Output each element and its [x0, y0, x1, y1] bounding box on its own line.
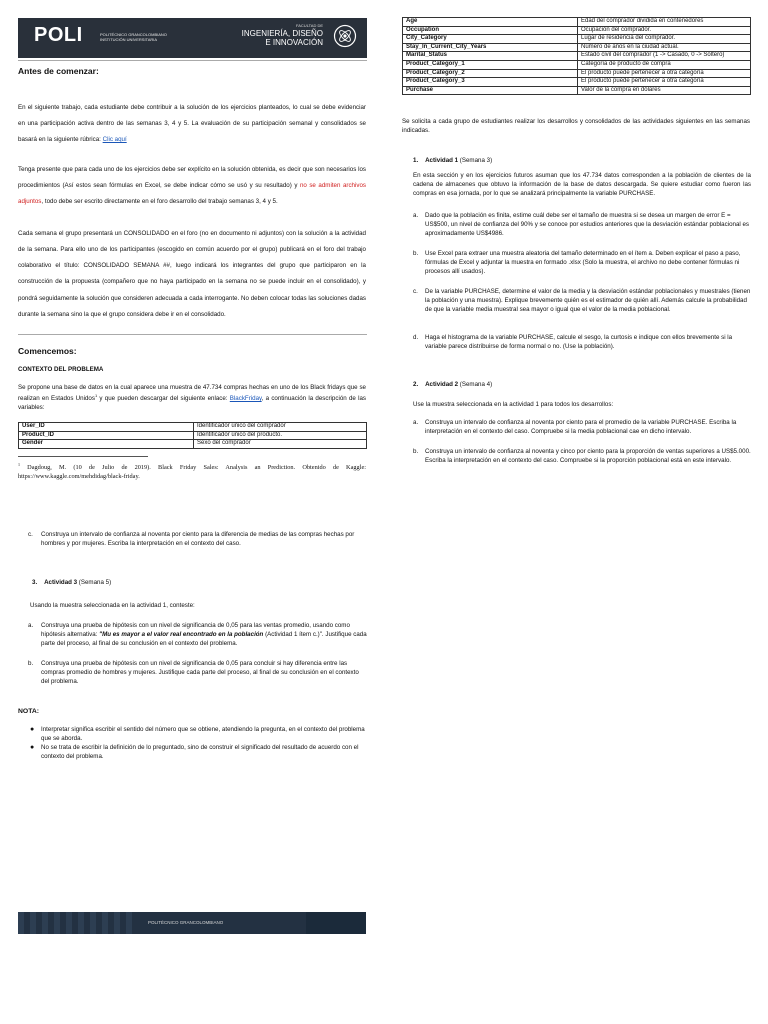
variable-description-cell: Identificador único del producto. — [194, 431, 367, 440]
item-1c — [413, 288, 751, 315]
antes-title: Antes de comenzar: — [18, 66, 99, 76]
faculty-small: FACULTAD DE — [296, 23, 323, 28]
act1-number: 1. — [413, 157, 419, 164]
item-marker: c. — [413, 288, 418, 295]
item-text: Construya un intervalo de confianza al noventa y cinco por ciento para la proporción de ventas superiores a US$5.000. Escriba la interpretación en el contexto del caso. Compruebe si la proporción poblacional está en este intervalo. — [425, 448, 751, 464]
table-row — [403, 52, 751, 61]
logo-subtitle: POLITÉCNICO GRANCOLOMBIANO INSTITUCIÓN UNIVERSITARIA — [100, 32, 167, 43]
table-row — [403, 78, 751, 87]
variable-name-cell: Product_ID — [19, 431, 194, 440]
item-marker: b. — [28, 660, 34, 667]
rubric-link[interactable]: Clic aquí — [102, 136, 127, 144]
act3-title: Actividad 3 — [44, 579, 78, 586]
table-row — [19, 431, 367, 440]
footnote-ref: 1 — [94, 392, 98, 398]
variable-description-cell: Identificador único del comprador — [194, 423, 367, 432]
a3-text: Construya una prueba de hipótesis con un nivel de significancia de 0,05 para las ventas promedio, usando como hipótesis alternativa: — [41, 622, 350, 638]
variable-description-cell: Ocupación del comprador. — [578, 26, 751, 35]
item-text — [41, 622, 368, 649]
variable-description-cell: Categoría de producto de compra — [578, 60, 751, 69]
item-text: Construya un intervalo de confianza al noventa por ciento para el promedio de la variable PURCHASE. Escriba la interpretación en el contexto del caso. Compruebe si la media poblacional cae en dicho intervalo. — [425, 419, 737, 435]
paragraph-consolidado: Cada semana el grupo presentará un CONSOLIDADO en el foro (no en documento ni adjuntos) con la solución a la actividad de la semana. Para ello uno de los participantes (escogido en común acuerdo por el grupo) publicará en el foro del trabajo colaborativo el título: CONSOLIDADO SEMANA ##, luego indicará los integrantes del grupo que participaron en la construcción de la propuesta (compañero que no haya participado en la semana no se puede incluir en el consolidado), y pondrá seguidamente la solución que consideren adecuada a cada interrogante. No deben colocar todas las soluciones dadas durante la semana sino la que el grupo considera debe ir en el consolidado. — [18, 230, 366, 318]
contexto-title: CONTEXTO DEL PROBLEMA — [18, 366, 104, 373]
variable-name-cell: Purchase — [403, 86, 578, 95]
variable-description-cell: Número de años en la ciudad actual. — [578, 43, 751, 52]
variable-name-cell: User_ID — [19, 423, 194, 432]
table-row — [403, 60, 751, 69]
item-1a — [413, 212, 751, 239]
blackfriday-link[interactable]: BlackFriday — [229, 395, 262, 403]
variable-description-cell: Estado civil del comprador (1 -> Casado, 0 -> Soltero) — [578, 52, 751, 61]
a3-hypothesis: "Mu es mayor a el valor real encontrado en la población — [99, 630, 264, 638]
variable-description-cell: Valor de la compra en dólares — [578, 86, 751, 95]
contexto-paragraph — [18, 384, 366, 413]
item-marker: b. — [413, 250, 419, 257]
act3-intro: Usando la muestra seleccionada en la actividad 1, conteste: — [30, 602, 195, 609]
item-marker: b. — [413, 448, 419, 455]
table-row — [403, 26, 751, 35]
act2-intro: Use la muestra seleccionada en la actividad 1 para todos los desarrollos: — [413, 401, 614, 408]
contexto-text-2: y que pueden descargar del siguiente enlace: — [97, 395, 230, 403]
procedures-text-end: , todo debe ser escrito directamente en el foro desarrollo del trabajo semanas 3, 4 y 5. — [41, 198, 278, 206]
item-1d — [413, 334, 751, 352]
act2-number: 2. — [413, 381, 419, 388]
divider — [18, 334, 367, 335]
variable-name-cell: City_Category — [403, 35, 578, 44]
item-marker: a. — [28, 622, 34, 629]
actividad-1-heading — [413, 157, 492, 166]
footnote-rule — [18, 456, 148, 457]
item-text: De la variable PURCHASE, determine el valor de la media y la desviación estándar poblacionales y muestrales (tienen la población y una muestra). Explique brevemente quién es el estimador de quién allí. Además calcule la probabilidad de que la variable media muestral sea mayor o igual que el valor de la media poblacional. — [425, 288, 751, 313]
item-text: Construya una prueba de hipótesis con un nivel de significancia de 0,05 para concluir si hay diferencia entre las compras promedio de hombres y mujeres. Justifique cada parte del proceso, al final de su conclusión en el contexto del problema. — [41, 660, 359, 685]
bullet-icon: ● — [30, 744, 35, 751]
footnote-number: 1 — [18, 462, 20, 467]
variable-name-cell: Occupation — [403, 26, 578, 35]
table-row — [19, 440, 367, 449]
nota-1-text: Interpretar significa escribir el sentido del número que se obtiene, atendiendo la pregunta, en el contexto del problema que se aborda. — [41, 726, 365, 742]
atom-icon — [333, 24, 357, 48]
item-text: Use Excel para extraer una muestra aleatoria del tamaño determinado en el ítem a. Deben explicar el paso a paso, fórmulas de Excel y adjuntar la muestra en formado .xlsx (Solo la muestra, el archivo no debe contener fórmulas ni procesos allí usados). — [425, 250, 741, 275]
item-2b — [413, 448, 751, 466]
variable-description-cell: Sexo del comprador — [194, 440, 367, 449]
table-row — [403, 69, 751, 78]
footnote-text: Dagdoug, M. (10 de Julio de 2019). Black Friday Sales: Analysis an Prediction. Obtenido de Kaggle: https://www.kaggle.com/mehdidag/black-friday. — [18, 464, 366, 481]
faculty-line1: INGENIERÍA, DISEÑO — [241, 28, 323, 38]
rubric-text: En el siguiente trabajo, cada estudiante debe contribuir a la solución de los ejercicios planteados, lo cual se debe evidenciar en una participación activa dentro de las semanas 3, 4 y 5. La evaluación de su participación semanal y consolidados se basará en la siguiente rúbrica: — [18, 104, 366, 144]
procedures-text: Tenga presente que para cada uno de los ejercicios debe ser explícito en la solución obtenida, es decir que son necesarios los procedimientos (Así estos sean fórmulas en Excel, se debe indicar cómo se usó y su resultado) y — [18, 166, 366, 190]
variable-name-cell: Product_Category_3 — [403, 78, 578, 87]
footer-pattern — [18, 912, 138, 934]
footer-text: POLITÉCNICO GRANCOLOMBIANO — [148, 920, 224, 925]
actividad-3-heading — [32, 579, 111, 588]
variable-name-cell: Gender — [19, 440, 194, 449]
actividad-2-heading — [413, 381, 492, 390]
no-attachments-warning: no se admiten archivos adjuntos — [18, 182, 366, 206]
act2-title: Actividad 2 — [425, 381, 459, 388]
nota-bullet-1 — [30, 726, 368, 744]
nota-bullet-2 — [30, 744, 368, 762]
item-text: Construya un intervalo de confianza al noventa por ciento para la diferencia de medias de las compras hechas por hombres y por mujeres. Escriba la interpretación en el contexto del caso. — [41, 531, 355, 547]
header-banner — [18, 18, 367, 58]
item-3b — [28, 660, 368, 687]
act3-number: 3. — [32, 579, 38, 586]
item-marker: d. — [413, 334, 419, 341]
table-row — [403, 86, 751, 95]
variable-description-cell: Lugar de residencia del comprador. — [578, 35, 751, 44]
item-3a — [28, 622, 368, 649]
item-marker: a. — [413, 419, 419, 426]
contexto-text: Se propone una base de datos en la cual aparece una muestra de 47.734 compras hechas en uno de los Black fridays que se realizan en Estados Unidos — [18, 384, 366, 403]
table-row — [403, 35, 751, 44]
item-1b — [413, 250, 751, 277]
act1-intro: En esta sección y en los ejercicios futuros asuman que los 47.734 datos corresponden a la población de clientes de la cadena de almacenes que obtuvo la información de la base de datos descargada. Se quiere estudiar como fueron las compras en esa jornada, por lo que se analizará principalmente la variable PURCHASE. — [413, 172, 751, 197]
item-2c — [28, 531, 368, 549]
table-row — [19, 423, 367, 432]
item-text: Haga el histograma de la variable PURCHASE, calcule el sesgo, la curtosis e indique con ellos brevemente si la variable parece distribuirse de forma normal o no. (Use la población). — [425, 334, 733, 350]
comencemos-title: Comencemos: — [18, 346, 77, 356]
contexto-text-3: , a continuación la descripción de las variables: — [18, 395, 367, 412]
footer-banner — [18, 912, 366, 934]
act1-week: (Semana 3) — [458, 157, 493, 164]
variable-description-cell: El producto puede pertenecer a otra categoría — [578, 69, 751, 78]
variable-name-cell: Product_Category_2 — [403, 69, 578, 78]
divider — [18, 60, 367, 61]
faculty-line2: E INNOVACIÓN — [265, 37, 323, 47]
nota-2-text: No se trata de escribir la definición de lo preguntado, sino de construir el significado del resultado de acuerdo con el contexto del problema. — [41, 744, 359, 760]
variable-name-cell: Marital_Status — [403, 52, 578, 61]
act2-week: (Semana 4) — [458, 381, 493, 388]
item-marker: c. — [28, 531, 33, 538]
faculty-label — [242, 24, 323, 47]
paragraph-rubric — [18, 100, 366, 148]
variable-name-cell: Product_Category_1 — [403, 60, 578, 69]
item-2a — [413, 419, 751, 437]
nota-title: NOTA: — [18, 708, 40, 715]
table-row — [403, 43, 751, 52]
paragraph-procedures — [18, 162, 366, 210]
act1-title: Actividad 1 — [425, 157, 459, 164]
variable-name-cell: Stay_In_Current_City_Years — [403, 43, 578, 52]
act3-week: (Semana 5) — [77, 579, 112, 586]
variable-description-cell: El producto puede pertenecer a otra categoría — [578, 78, 751, 87]
footer-endcap — [306, 912, 366, 934]
poli-logo: POLI — [34, 24, 83, 46]
item-text: Dado que la población es finita, estime cuál debe ser el tamaño de muestra si se desea un margen de error E = US$500, un nivel de confianza del 90% y se conoce por estudios anteriores que la desviación estándar poblacional es aproximadamente US$4986. — [425, 212, 750, 237]
bullet-icon: ● — [30, 726, 35, 733]
variable-description-cell: Edad del comprador dividida en contenedores — [578, 18, 751, 27]
variable-name-cell: Age — [403, 18, 578, 27]
table-row — [403, 18, 751, 27]
variables-table-1 — [18, 422, 367, 449]
right-intro: Se solicita a cada grupo de estudiantes realizar los desarrollos y consolidados de las actividades siguientes en las semanas indicadas. — [402, 118, 750, 134]
item-marker: a. — [413, 212, 419, 219]
a3-text-end: (Actividad 1 ítem c.)". Justifique cada parte del proceso, al final de su conclusión en el contexto del problema. — [41, 630, 367, 647]
variables-table-2 — [402, 17, 751, 95]
footnote — [18, 462, 366, 481]
